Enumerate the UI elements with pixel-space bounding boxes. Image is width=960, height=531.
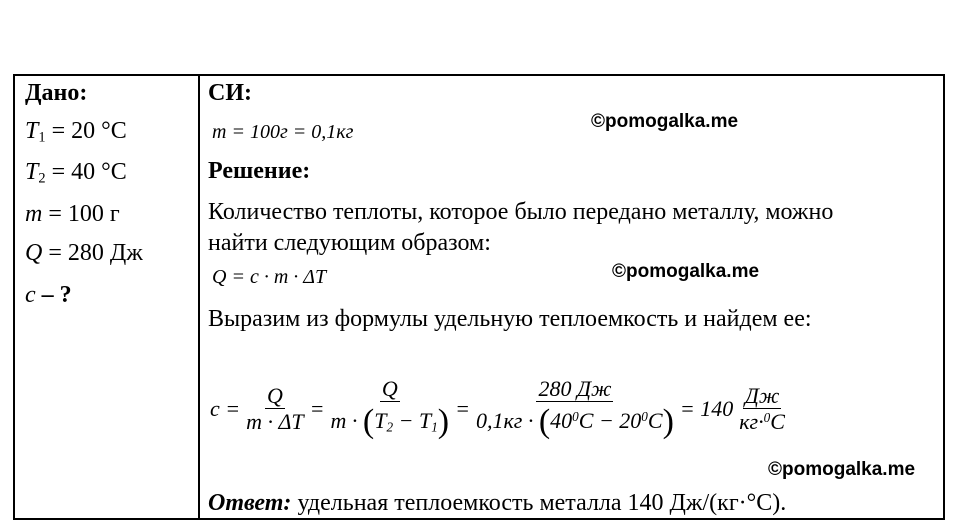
fraction-1 bbox=[244, 383, 306, 435]
derivation-formula bbox=[210, 376, 787, 441]
answer-label: Ответ: bbox=[208, 490, 292, 516]
heat-formula: Q = c · m · ΔT bbox=[212, 266, 327, 288]
watermark-2: ©pomogalka.me bbox=[612, 261, 760, 282]
t2-subscript: 2 bbox=[38, 170, 46, 187]
watermark-3: ©pomogalka.me bbox=[768, 459, 916, 480]
fraction-2-numerator: Q bbox=[381, 376, 398, 401]
given-header: Дано: bbox=[25, 80, 88, 106]
formula-eq-3: = 140 bbox=[679, 395, 734, 421]
fraction-4-denominator bbox=[737, 409, 787, 434]
f2-den-b-sub: 2 bbox=[386, 419, 394, 435]
fraction-3-denominator: $0,1кг \cdot (40^0C - 20^0C)$ bbox=[475, 403, 674, 441]
q-symbol: Q bbox=[25, 240, 43, 266]
si-header: СИ: bbox=[208, 80, 252, 106]
answer-text: удельная теплоемкость металла 140 Дж/(кг·°С). bbox=[291, 490, 787, 516]
c-symbol: c bbox=[25, 282, 36, 308]
formula-c-eq: c = bbox=[210, 395, 241, 421]
fraction-2 bbox=[329, 376, 452, 441]
given-c bbox=[25, 282, 72, 309]
si-conversion: m = 100г = 0,1кг bbox=[212, 121, 354, 143]
c-value: – ? bbox=[35, 282, 72, 308]
fraction-4-numerator: Дж bbox=[744, 382, 780, 408]
t2-value: = 40 °С bbox=[45, 159, 127, 185]
f2-den-a: m · bbox=[330, 408, 363, 434]
fraction-1-denominator: m · ΔT bbox=[246, 409, 304, 435]
f2-den-c: − T bbox=[393, 408, 432, 434]
f4-den-b: C bbox=[770, 409, 785, 435]
t2-symbol: T bbox=[25, 159, 39, 185]
watermark-1: ©pomogalka.me bbox=[591, 111, 739, 132]
f2-den-c-sub: 1 bbox=[431, 419, 438, 435]
f3-den-c: C − 20 bbox=[578, 408, 642, 434]
solution-text-line2: найти следующим образом: bbox=[208, 230, 491, 256]
fraction-3-numerator: 280 Дж bbox=[538, 376, 612, 401]
given-t2 bbox=[25, 159, 127, 188]
f3-den-b: 40 bbox=[550, 408, 573, 434]
f3-den-a: 0,1кг · bbox=[475, 408, 539, 434]
given-q bbox=[25, 240, 143, 267]
given-t1 bbox=[25, 118, 127, 147]
f4-den-sup: 0 bbox=[763, 409, 771, 425]
t1-symbol: T bbox=[25, 118, 39, 144]
fraction-1-numerator: Q bbox=[266, 382, 283, 408]
f4-den-a: кг· bbox=[739, 409, 764, 435]
given-m bbox=[25, 201, 120, 228]
task-table bbox=[13, 74, 945, 520]
m-symbol: m bbox=[25, 201, 43, 227]
solution-column bbox=[200, 76, 943, 518]
f3-den-c-sup: 0 bbox=[641, 409, 648, 425]
f3-den-b-sup: 0 bbox=[572, 409, 579, 425]
answer-line bbox=[208, 490, 786, 517]
t1-value: = 20 °С bbox=[45, 118, 127, 144]
formula-eq-2: = bbox=[455, 395, 470, 421]
m-value: = 100 г bbox=[42, 201, 120, 227]
solution-text2: Выразим из формулы удельную теплоемкость и найдем ее: bbox=[208, 306, 812, 332]
f2-den-b: T bbox=[374, 408, 387, 434]
fraction-2-denominator: $m \cdot (T_2 - T_1)$ bbox=[330, 403, 450, 441]
formula-eq-1: = bbox=[309, 395, 325, 421]
solution-header: Решение: bbox=[208, 158, 311, 184]
solution-text-line1: Количество теплоты, которое было передано металлу, можно bbox=[208, 199, 834, 225]
q-value: = 280 Дж bbox=[42, 240, 143, 266]
f3-den-d: C bbox=[647, 408, 663, 434]
fraction-4 bbox=[737, 383, 787, 435]
fraction-3 bbox=[474, 376, 676, 441]
t1-subscript: 1 bbox=[38, 129, 46, 146]
given-column bbox=[15, 76, 198, 518]
